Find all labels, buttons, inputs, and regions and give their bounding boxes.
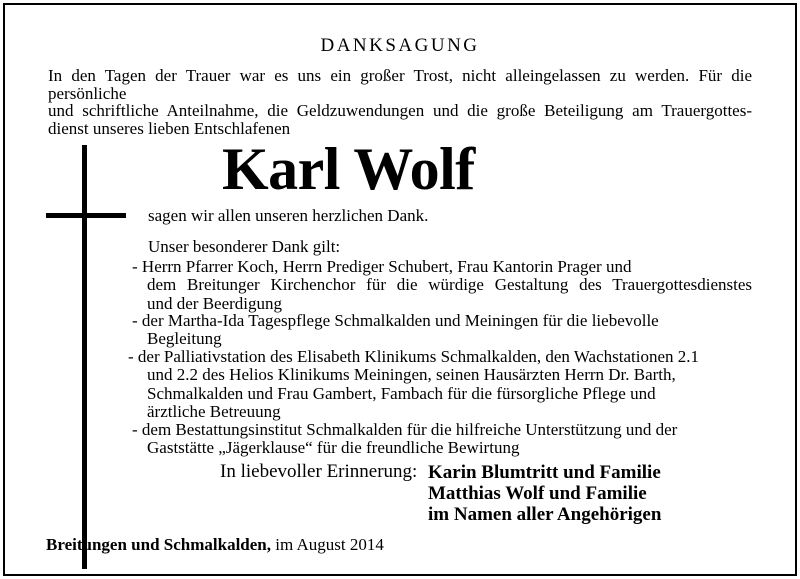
intro-line: und schriftliche Anteilnahme, die Geldzuwendungen und die große Beteiligung am Trauergottes-: [48, 101, 752, 120]
intro-line: In den Tagen der Trauer war es uns ein großer Trost, nicht alleingelassen zu werden. Für die persönliche: [48, 66, 752, 103]
thanks-item-daycare: [132, 312, 752, 349]
cross-horizontal-bar: [46, 213, 126, 218]
item-line: dem Breitunger Kirchenchor für die würdige Gestaltung des Trauergottesdienstes: [147, 275, 752, 295]
footer-place: Breitungen und Schmalkalden,: [46, 535, 272, 554]
cross-vertical-bar: [82, 145, 87, 569]
memory-label: In liebevoller Erinnerung:: [220, 461, 418, 482]
signer: Matthias Wolf und Familie: [428, 483, 647, 504]
thanks-item-hospital: [128, 348, 752, 421]
item-line: - Herrn Pfarrer Koch, Herrn Prediger Schubert, Frau Kantorin Prager und: [132, 257, 632, 276]
thanks-line: sagen wir allen unseren herzlichen Dank.: [148, 206, 429, 225]
item-line: - der Palliativstation des Elisabeth Klinikums Schmalkalden, den Wachstationen 2.1: [128, 347, 700, 366]
item-line: - der Martha-Ida Tagespflege Schmalkalden und Meiningen für die liebevolle: [132, 311, 659, 330]
thanks-item-clergy: [132, 258, 752, 313]
signer: im Namen aller Angehörigen: [428, 504, 662, 525]
intro-paragraph: [48, 67, 752, 137]
item-line: Gaststätte „Jägerklause“ für die freundliche Bewirtung: [147, 438, 520, 458]
intro-line: dienst unseres lieben Entschlafenen: [48, 118, 291, 138]
item-line: und der Beerdigung: [147, 293, 283, 313]
signers-list: [428, 462, 661, 525]
notice-title: DANKSAGUNG: [320, 35, 480, 56]
thanks-item-funeral-home: [132, 421, 752, 458]
item-line: Begleitung: [147, 329, 222, 349]
item-line: und 2.2 des Helios Klinikums Meiningen, seinen Hausärzten Herrn Dr. Barth,: [147, 365, 676, 385]
footer-line: [46, 536, 384, 554]
footer-date: im August 2014: [271, 535, 384, 554]
item-line: Schmalkalden und Frau Gambert, Fambach für die fürsorgliche Pflege und: [147, 383, 656, 403]
special-thanks-heading: Unser besonderer Dank gilt:: [148, 237, 341, 256]
item-line: ärztliche Betreuung: [147, 401, 281, 421]
deceased-name: Karl Wolf: [222, 136, 475, 202]
item-line: - dem Bestattungsinstitut Schmalkalden für die hilfreiche Unterstützung und der: [132, 420, 678, 439]
signer: Karin Blumtritt und Familie: [428, 462, 661, 483]
